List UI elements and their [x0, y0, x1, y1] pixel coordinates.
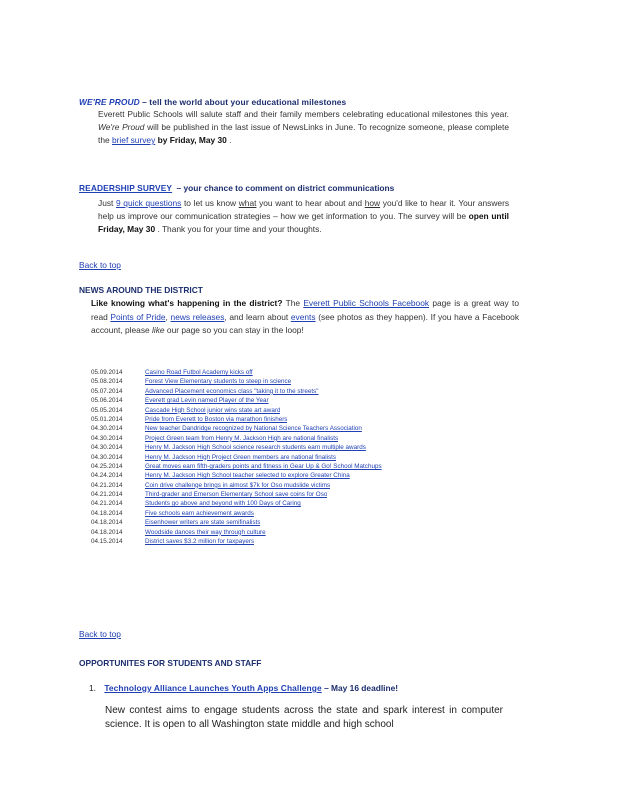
news-item-link[interactable]: Henry M. Jackson High School science research students earn multiple awards [145, 444, 366, 452]
news-item [91, 387, 521, 396]
news-item-date: 04.18.2014 [91, 519, 123, 527]
news-item [91, 499, 521, 508]
proud-text-1: Everett Public Schools will salute staff and their family members celebrating educational milestones this year. [98, 109, 509, 119]
news-item-link[interactable]: Five schools earn achievement awards [145, 509, 254, 517]
survey-text-2: to let us know [183, 198, 237, 208]
points-of-pride-link[interactable]: Points of Pride [110, 311, 166, 322]
news-item [91, 377, 521, 386]
news-item-date: 05.09.2014 [91, 369, 123, 376]
proud-heading [79, 97, 509, 107]
survey-text-4: you'd like to hear it. Your answers help us improve our communication strategies – how we get information to you. The survey will be [98, 198, 510, 221]
news-item-date: 04.30.2014 [91, 425, 123, 433]
survey-paragraph [98, 197, 509, 236]
news-item-date: 04.24.2014 [91, 472, 123, 480]
back-to-top-link[interactable]: Back to top [79, 260, 121, 270]
news-item [91, 415, 521, 424]
news-comma: , [165, 311, 168, 322]
news-item-date: 05.05.2014 [91, 406, 123, 414]
facebook-link[interactable]: Everett Public Schools Facebook [303, 298, 430, 308]
news-item-date: 04.21.2014 [91, 481, 123, 489]
news-item-link[interactable]: Advanced Placement economics class "taking it to the streets" [145, 387, 319, 395]
news-item-link[interactable]: Pride from Everett to Boston via marathon finishers [145, 415, 288, 423]
item-number: 1. [89, 683, 96, 693]
survey-text-1: Just [98, 198, 114, 208]
news-item [91, 462, 521, 471]
news-heading: NEWS AROUND THE DISTRICT [79, 285, 203, 295]
news-item [91, 434, 521, 443]
news-item [91, 396, 521, 405]
news-item-date: 04.18.2014 [91, 528, 123, 536]
news-item-link[interactable]: Cascade High School junior wins state art award [145, 406, 281, 414]
opportunities-heading: OPPORTUNITES FOR STUDENTS AND STAFF [79, 658, 262, 668]
news-item-link[interactable]: Everett grad Levin named Player of the Year [145, 397, 269, 405]
news-item-link[interactable]: Students go above and beyond with 100 Days of Caring [145, 500, 301, 508]
news-releases-link[interactable]: news releases [170, 311, 225, 322]
news-item-link[interactable]: New teacher Dandridge recognized by National Science Teachers Association [145, 425, 362, 433]
news-item-link[interactable]: Coin drive challenge brings in almost $7k for Oso mudslide victims [145, 481, 331, 489]
proud-deadline: Friday, May 30 [169, 135, 227, 145]
news-item-link[interactable]: Third-grader and Emerson Elementary School save coins for Oso [145, 491, 328, 499]
opportunity-body: New contest aims to engage students across the state and spark interest in computer science. It is open to all Washington state middle and high school [105, 705, 503, 730]
news-item [91, 509, 521, 518]
news-text-2: page is a great way to read [91, 298, 519, 322]
news-item-link[interactable]: Great moves earn fifth-graders points and fitness in Gear Up & Go! School Matchups [145, 462, 382, 470]
survey-text-3: you want to hear about and [259, 198, 363, 208]
survey-open-until: open until Friday, May 30 [98, 211, 509, 234]
news-item-link[interactable]: Project Green team from Henry M. Jackson High are national finalists [145, 434, 339, 442]
news-list [91, 368, 521, 546]
news-item-link[interactable]: District saves $3.2 million for taxpayers [145, 538, 255, 546]
news-item [91, 471, 521, 480]
survey-section [79, 178, 509, 236]
news-item [91, 518, 521, 527]
back-to-top-link-2[interactable]: Back to top [79, 629, 121, 639]
news-item-link[interactable]: Casino Road Futbol Academy kicks off [145, 369, 253, 376]
news-item-link[interactable]: Henry M. Jackson High Project Green members are national finalists [145, 453, 337, 461]
news-item [91, 481, 521, 490]
news-item [91, 406, 521, 415]
quick-questions-link[interactable]: 9 quick questions [116, 198, 182, 208]
news-item [91, 368, 521, 377]
news-item-date: 04.25.2014 [91, 462, 123, 470]
news-item-link[interactable]: Forest View Elementary students to steep in science [145, 378, 292, 386]
proud-title-tail: – tell the world about your educational milestones [142, 97, 347, 107]
proud-section [79, 97, 509, 147]
youth-apps-challenge-link[interactable]: Technology Alliance Launches Youth Apps Challenge [104, 683, 322, 693]
item-deadline: – May 16 deadline! [324, 683, 399, 693]
news-item-link[interactable]: Henry M. Jackson High School teacher selected to explore Greater China [145, 472, 350, 480]
news-intro [91, 297, 519, 338]
news-item [91, 490, 521, 499]
news-item-date: 05.07.2014 [91, 387, 123, 395]
news-section [79, 285, 519, 338]
proud-text-2: will be published in the last issue of NewsLinks in June. To recognize someone, please complete the [98, 122, 509, 145]
brief-survey-link[interactable]: brief survey [111, 135, 156, 145]
news-text-6: our page so you can stay in the loop! [166, 325, 304, 335]
proud-end: . [229, 135, 232, 145]
survey-what: what [238, 198, 257, 208]
news-item-date: 05.08.2014 [91, 378, 123, 386]
survey-text-5: . Thank you for your time and your thoughts. [157, 224, 322, 234]
proud-italic: We're Proud [98, 122, 145, 132]
news-item [91, 453, 521, 462]
survey-heading [79, 178, 509, 196]
news-item-date: 04.21.2014 [91, 500, 123, 508]
proud-paragraph [98, 108, 509, 147]
news-item-date: 04.18.2014 [91, 509, 123, 517]
news-item-date: 05.06.2014 [91, 397, 123, 405]
news-item-link[interactable]: Woodside dances their way through culture [145, 528, 266, 536]
opportunity-item-1 [89, 683, 509, 693]
news-item-date: 04.30.2014 [91, 453, 123, 461]
news-lead: Like knowing what's happening in the district? [91, 298, 283, 308]
news-like: like [152, 325, 165, 335]
news-item-date: 04.30.2014 [91, 444, 123, 452]
news-text-1: The [285, 298, 301, 308]
proud-title: WE'RE PROUD [79, 97, 140, 107]
proud-by: by [157, 135, 168, 145]
news-item-link[interactable]: Eisenhower writers are state semifinalists [145, 519, 261, 527]
survey-title-tail: – your chance to comment on district communications [176, 183, 395, 193]
news-text-5: (see photos as they happen). If you have a Facebook account, please [91, 311, 520, 335]
news-item-date: 04.15.2014 [91, 538, 123, 546]
news-item-date: 04.30.2014 [91, 434, 123, 442]
survey-title-link[interactable]: READERSHIP SURVEY [79, 183, 173, 193]
news-item [91, 424, 521, 433]
news-text-4: , and learn about [224, 311, 289, 322]
survey-how: how [364, 198, 381, 208]
news-item-date: 04.21.2014 [91, 491, 123, 499]
events-link[interactable]: events [290, 311, 316, 322]
news-item [91, 528, 521, 537]
news-item [91, 443, 521, 452]
news-item [91, 537, 521, 546]
news-item-date: 05.01.2014 [91, 415, 123, 423]
